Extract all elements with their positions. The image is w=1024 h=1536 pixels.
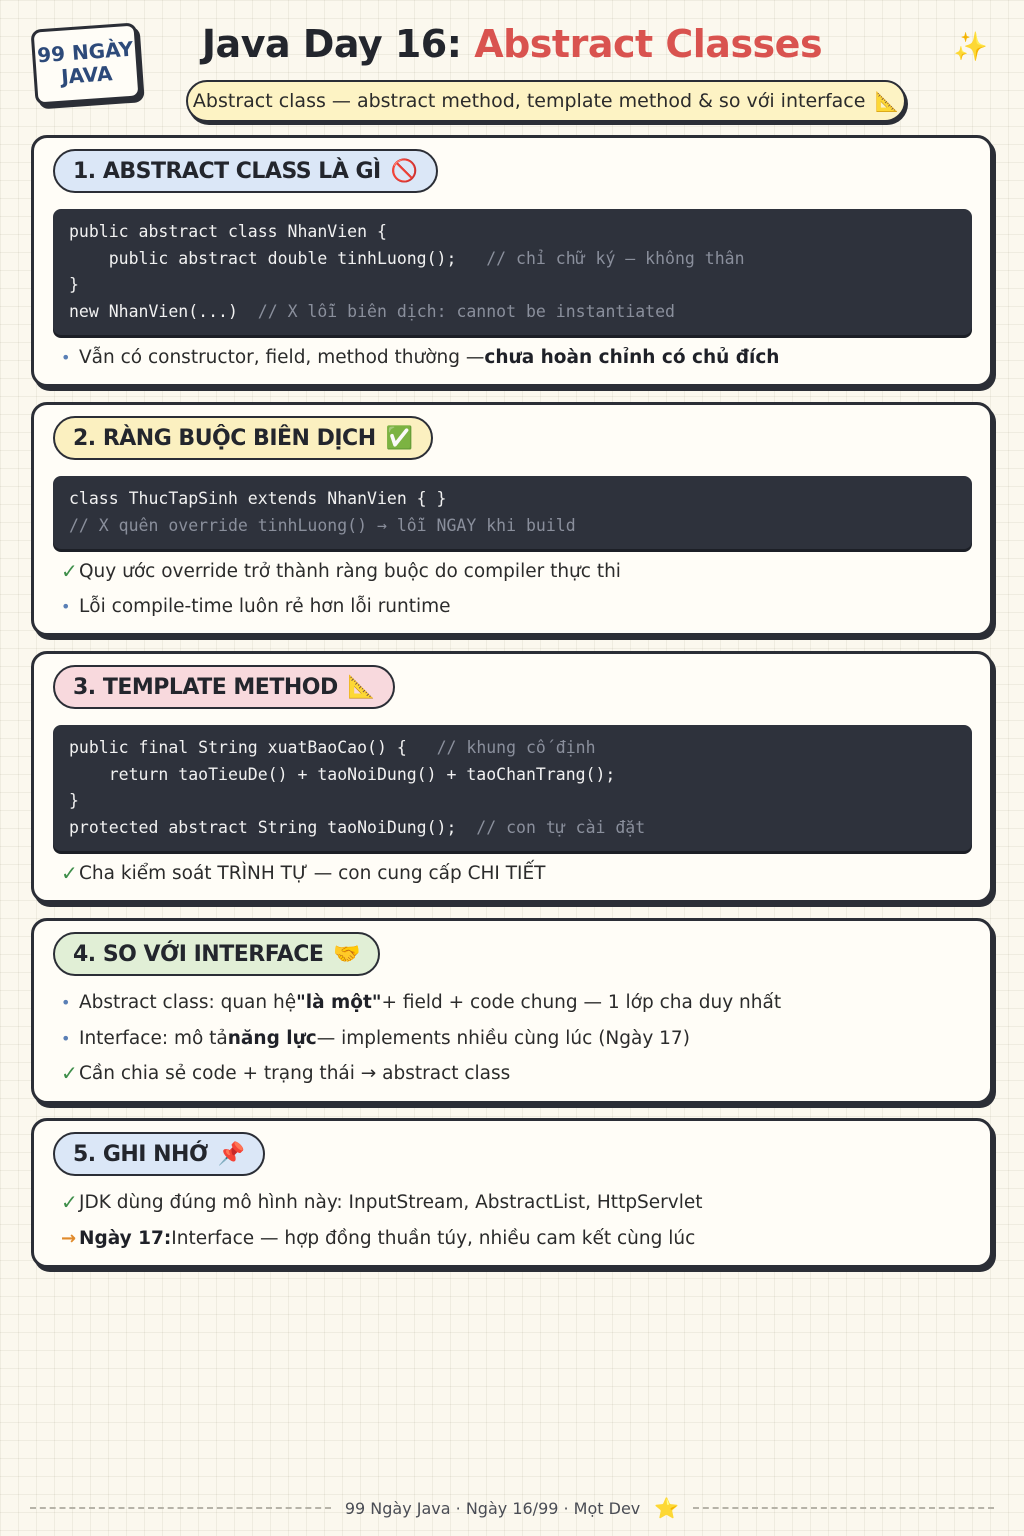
prohibited-icon: 🚫 [390, 158, 418, 184]
list-item: • Lỗi compile-time luôn rẻ hơn lỗi runtime [61, 595, 451, 617]
badge-line2: JAVA [60, 61, 114, 89]
code-block [53, 476, 972, 549]
check-icon: ✓ [61, 861, 78, 885]
arrow-right-icon: → [61, 1227, 77, 1249]
footer [30, 1494, 994, 1522]
code-line: // X quên override tinhLuong() → lỗi NGAY khi build [69, 515, 576, 535]
code-line: protected abstract String taoNoiDung(); // con tự cài đặt [69, 817, 646, 837]
star-icon: ⭐ [654, 1496, 680, 1520]
list-item: ✓ Cần chia sẻ code + trạng thái → abstract class [61, 1061, 511, 1085]
title-prefix: Java Day 16: [201, 22, 462, 66]
footer-divider [693, 1507, 994, 1509]
section-title: 4. SO VỚI INTERFACE [73, 941, 324, 967]
code-block [53, 725, 972, 851]
code-line: class ThucTapSinh extends NhanVien { } [69, 489, 447, 508]
bullet-icon: • [61, 1028, 71, 1048]
sparkle-icon: ✨ [953, 30, 988, 63]
code-line: public abstract class NhanVien { [69, 222, 387, 241]
subtitle-banner [186, 80, 906, 122]
code-line: new NhanVien(...) // X lỗi biên dịch: cannot be instantiated [69, 301, 675, 321]
code-line: } [69, 791, 79, 810]
bullet-icon: • [61, 596, 71, 616]
footer-text: 99 Ngày Java · Ngày 16/99 · Mọt Dev [344, 1498, 641, 1518]
section-title: 1. ABSTRACT CLASS LÀ GÌ [73, 158, 381, 184]
footer-divider [30, 1507, 331, 1509]
section-title: 2. RÀNG BUỘC BIÊN DỊCH [73, 425, 376, 451]
section-template-method [31, 651, 993, 903]
section-heading [53, 932, 380, 976]
list-item: • Interface: mô tả năng lực — implements nhiều cùng lúc (Ngày 17) [61, 1027, 690, 1049]
triangle-ruler-icon: 📐 [347, 674, 375, 700]
section-heading [53, 149, 438, 193]
check-icon: ✓ [61, 559, 78, 583]
bullet-icon: • [61, 992, 71, 1012]
list-item: • Vẫn có constructor, field, method thường — chưa hoàn chỉnh có chủ đích [61, 346, 780, 368]
section-abstract-class [31, 135, 993, 387]
code-line: public abstract double tinhLuong(); // chỉ chữ ký – không thân [69, 248, 745, 268]
handshake-icon: 🤝 [333, 941, 361, 967]
list-item: ✓ Quy ước override trở thành ràng buộc do compiler thực thi [61, 559, 621, 583]
code-line: } [69, 275, 79, 294]
check-mark-icon: ✅ [385, 425, 413, 451]
section-compile-constraint [31, 402, 993, 636]
section-title: 5. GHI NHỚ [73, 1141, 208, 1167]
list-item: → Ngày 17: Interface — hợp đồng thuần túy, nhiều cam kết cùng lúc [61, 1227, 696, 1249]
section-heading [53, 416, 433, 460]
bullet-icon: • [61, 347, 71, 367]
section-heading [53, 1132, 265, 1176]
list-item: • Abstract class: quan hệ "là một" + field + code chung — 1 lớp cha duy nhất [61, 991, 782, 1013]
page-title [0, 22, 1024, 66]
section-remember [31, 1118, 993, 1268]
title-topic: Abstract Classes [474, 22, 823, 66]
pushpin-icon: 📌 [217, 1141, 245, 1167]
code-block [53, 209, 972, 335]
triangle-ruler-icon: 📐 [875, 90, 900, 113]
list-item: ✓ JDK dùng đúng mô hình này: InputStream, AbstractList, HttpServlet [61, 1190, 703, 1214]
section-title: 3. TEMPLATE METHOD [73, 674, 338, 700]
list-item: ✓ Cha kiểm soát TRÌNH TỰ — con cung cấp CHI TIẾT [61, 861, 546, 885]
code-line: return taoTieuDe() + taoNoiDung() + taoChanTrang(); [69, 764, 616, 784]
code-line: public final String xuatBaoCao() { // khung cố định [69, 738, 596, 757]
check-icon: ✓ [61, 1190, 78, 1214]
section-heading [53, 665, 395, 709]
badge-line1: 99 NGÀY [36, 36, 134, 68]
check-icon: ✓ [61, 1061, 78, 1085]
section-vs-interface [31, 918, 993, 1104]
subtitle-text: Abstract class — abstract method, template method & so với interface [192, 90, 866, 112]
